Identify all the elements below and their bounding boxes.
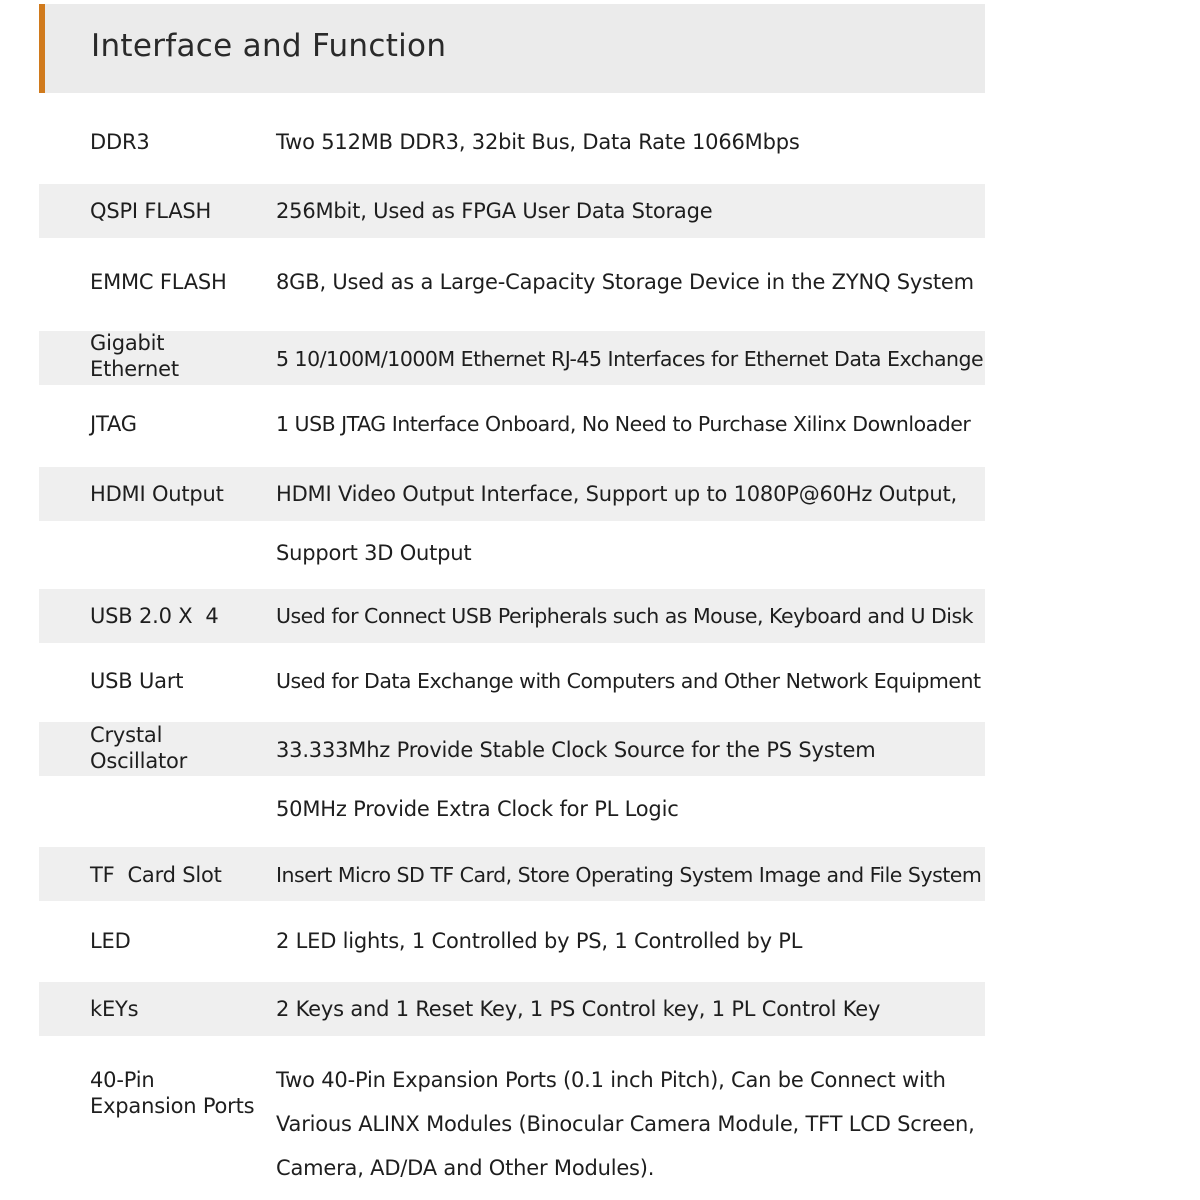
spec-value-led: 2 LED lights, 1 Controlled by PS, 1 Controlled by PL — [276, 929, 803, 953]
spec-value-emmc-flash: 8GB, Used as a Large-Capacity Storage Device in the ZYNQ System — [276, 270, 974, 294]
spec-value-crystal-oscillator-line1: 33.333Mhz Provide Stable Clock Source for the PS System — [276, 738, 876, 762]
spec-value-usb: Used for Connect USB Peripherals such as Mouse, Keyboard and U Disk — [276, 604, 974, 628]
spec-label-usb: USB 2.0 X 4 — [90, 604, 219, 628]
spec-label-led: LED — [90, 929, 131, 953]
spec-label-expansion-ports-line2: Expansion Ports — [90, 1094, 255, 1118]
spec-label-expansion-ports-line1: 40-Pin — [90, 1068, 155, 1092]
spec-value-tf-card-slot: Insert Micro SD TF Card, Store Operating System Image and File System — [276, 863, 982, 887]
spec-value-jtag: 1 USB JTAG Interface Onboard, No Need to Purchase Xilinx Downloader — [276, 412, 971, 436]
spec-label-crystal-oscillator-line1: Crystal — [90, 723, 163, 747]
spec-value-expansion-ports-line3: Camera, AD/DA and Other Modules). — [276, 1156, 655, 1180]
section-header — [39, 4, 985, 93]
spec-label-tf-card-slot: TF Card Slot — [90, 863, 222, 887]
spec-label-usb-uart: USB Uart — [90, 669, 184, 693]
spec-value-hdmi-output-line1: HDMI Video Output Interface, Support up to 1080P@60Hz Output, — [276, 482, 957, 506]
spec-label-ddr3: DDR3 — [90, 130, 150, 154]
spec-value-hdmi-output-line2: Support 3D Output — [276, 541, 472, 565]
spec-value-expansion-ports-line2: Various ALINX Modules (Binocular Camera Module, TFT LCD Screen, — [276, 1112, 975, 1136]
spec-value-qspi-flash: 256Mbit, Used as FPGA User Data Storage — [276, 199, 713, 223]
spec-label-gigabit-ethernet-line1: Gigabit — [90, 331, 165, 355]
spec-value-gigabit-ethernet: 5 10/100M/1000M Ethernet RJ-45 Interfaces for Ethernet Data Exchange — [276, 347, 984, 371]
spec-label-hdmi-output: HDMI Output — [90, 482, 224, 506]
spec-label-keys: kEYs — [90, 997, 139, 1021]
section-title: Interface and Function — [91, 28, 447, 64]
spec-label-emmc-flash: EMMC FLASH — [90, 270, 227, 294]
spec-value-ddr3: Two 512MB DDR3, 32bit Bus, Data Rate 1066Mbps — [276, 130, 800, 154]
spec-label-gigabit-ethernet-line2: Ethernet — [90, 357, 179, 381]
spec-value-crystal-oscillator-line2: 50MHz Provide Extra Clock for PL Logic — [276, 797, 679, 821]
spec-value-expansion-ports-line1: Two 40-Pin Expansion Ports (0.1 inch Pitch), Can be Connect with — [276, 1068, 946, 1092]
spec-label-qspi-flash: QSPI FLASH — [90, 199, 212, 223]
spec-value-keys: 2 Keys and 1 Reset Key, 1 PS Control key, 1 PL Control Key — [276, 997, 881, 1021]
spec-label-jtag: JTAG — [90, 412, 137, 436]
spec-label-crystal-oscillator-line2: Oscillator — [90, 749, 188, 773]
spec-value-usb-uart: Used for Data Exchange with Computers and Other Network Equipment — [276, 669, 981, 693]
